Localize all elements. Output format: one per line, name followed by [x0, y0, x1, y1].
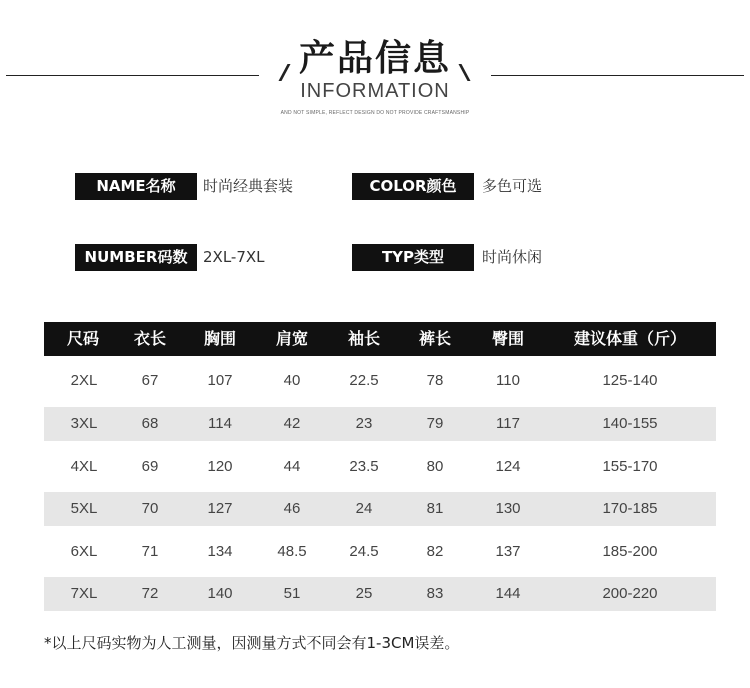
table-row — [44, 577, 716, 611]
cell-hip: 130 — [495, 500, 521, 517]
cell-chest: 140 — [207, 585, 233, 602]
table-row — [44, 364, 716, 398]
cell-pants-length: 80 — [426, 458, 444, 475]
cell-chest: 127 — [207, 500, 233, 517]
cell-chest: 107 — [207, 372, 233, 389]
header-weight: 建议体重（斤） — [573, 329, 686, 348]
header-pants-length: 裤长 — [418, 329, 451, 348]
number-value: 2XL-7XL — [203, 248, 265, 266]
page-title: 产品信息 — [298, 38, 451, 79]
cell-size: 6XL — [70, 543, 98, 560]
header-shoulder: 肩宽 — [275, 329, 308, 348]
cell-length: 67 — [141, 372, 159, 389]
table-row — [44, 492, 716, 526]
cell-size: 7XL — [70, 585, 98, 602]
table-row — [44, 535, 716, 569]
cell-sleeve: 23.5 — [349, 458, 379, 475]
cell-shoulder: 44 — [283, 458, 301, 475]
cell-size: 5XL — [70, 500, 98, 517]
cell-shoulder: 51 — [283, 585, 301, 602]
cell-chest: 120 — [207, 458, 233, 475]
page-subtitle: INFORMATION — [300, 80, 450, 102]
cell-size: 3XL — [70, 415, 98, 432]
cell-weight: 125-140 — [602, 372, 658, 389]
name-value: 时尚经典套装 — [203, 177, 294, 195]
cell-weight: 185-200 — [602, 543, 658, 560]
cell-hip: 124 — [495, 458, 521, 475]
cell-length: 69 — [141, 458, 159, 475]
cell-hip: 110 — [496, 372, 520, 389]
cell-sleeve: 24 — [355, 500, 373, 517]
cell-size: 4XL — [70, 458, 98, 475]
cell-size: 2XL — [70, 372, 98, 389]
table-row — [44, 450, 716, 484]
cell-weight: 170-185 — [602, 500, 658, 517]
cell-shoulder: 40 — [283, 372, 301, 389]
header-size: 尺码 — [66, 329, 99, 348]
cell-hip: 117 — [496, 415, 520, 432]
cell-hip: 144 — [495, 585, 521, 602]
page-tagline: AND NOT SIMPLE, REFLECT DESIGN DO NOT PROVIDE CRAFTSMANSHIP — [280, 110, 470, 116]
cell-pants-length: 78 — [426, 372, 444, 389]
cell-pants-length: 82 — [426, 543, 444, 560]
cell-sleeve: 22.5 — [349, 372, 379, 389]
color-value: 多色可选 — [482, 177, 543, 195]
header-chest: 胸围 — [203, 329, 236, 348]
header-length: 衣长 — [133, 329, 166, 348]
cell-length: 71 — [141, 543, 159, 560]
cell-sleeve: 25 — [355, 585, 373, 602]
cell-shoulder: 42 — [283, 415, 301, 432]
color-label: COLOR颜色 — [352, 173, 474, 200]
cell-pants-length: 79 — [426, 415, 444, 432]
cell-length: 68 — [141, 415, 159, 432]
cell-chest: 134 — [207, 543, 233, 560]
type-value: 时尚休闲 — [482, 248, 543, 266]
cell-weight: 140-155 — [602, 415, 658, 432]
name-label: NAME名称 — [75, 173, 197, 200]
number-label: NUMBER码数 — [75, 244, 197, 271]
measurement-note: *以上尺码实物为人工测量，因测量方式不同会有1-3CM误差。 — [44, 634, 460, 652]
cell-sleeve: 23 — [355, 415, 373, 432]
cell-chest: 114 — [208, 415, 232, 432]
header-hip: 臀围 — [491, 329, 524, 348]
cell-pants-length: 81 — [426, 500, 444, 517]
cell-weight: 200-220 — [602, 585, 658, 602]
cell-shoulder: 46 — [283, 500, 301, 517]
header-sleeve: 袖长 — [347, 329, 380, 348]
cell-length: 72 — [141, 585, 159, 602]
table-row — [44, 407, 716, 441]
cell-pants-length: 83 — [426, 585, 444, 602]
cell-sleeve: 24.5 — [349, 543, 379, 560]
cell-weight: 155-170 — [602, 458, 658, 475]
type-label: TYP类型 — [352, 244, 474, 271]
size-table-header — [44, 322, 716, 356]
cell-hip: 137 — [495, 543, 521, 560]
cell-shoulder: 48.5 — [277, 543, 307, 560]
cell-length: 70 — [141, 500, 159, 517]
